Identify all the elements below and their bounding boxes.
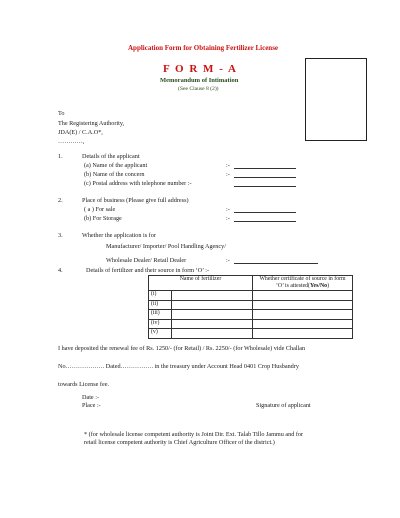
fertilizer-table [148,275,353,339]
deposit-line-3: towards License fee. [58,381,110,388]
fertilizer-name-cell[interactable] [172,319,253,329]
sale-address-sep: :- [226,206,230,213]
postal-address-field[interactable] [234,186,296,187]
row-number: (iii) [149,310,172,320]
deposit-line-2: No………………. Dated……………. in the treasury under Account Head 0401 Crop Husbandry [58,363,299,370]
sale-address-field[interactable] [234,212,296,213]
certificate-cell[interactable] [253,319,353,329]
storage-address-field[interactable] [234,221,296,222]
row-number: (iv) [149,319,172,329]
sale-address-label: ( a ) For sale [84,206,116,213]
section-4-label: Details of fertilizer and their source in form ‘O’ :- [86,267,210,274]
section-2-label: Place of business (Please give full address) [82,197,189,204]
deposit-line-1: I have deposited the renewal fee of Rs. 1250/- (for Retail) / Rs. 2250/- (for Wholesale) vide Challan [58,345,306,352]
certificate-cell[interactable] [253,291,353,301]
row-number: (v) [149,329,172,339]
section-2-number: 2. [58,197,63,204]
table-row [149,319,353,329]
application-type-option-2: Wholesale Dealer/ Retail Dealer [106,257,187,264]
fertilizer-name-cell[interactable] [172,310,253,320]
memo-heading: Memorandum of Intimation [160,77,239,84]
row-number: (i) [149,291,172,301]
footnote-line-2: retail license competent authority is Chief Agriculture Officer of the district.) [84,439,275,446]
table-row [149,300,353,310]
footnote-line-1: * (for wholesale license competent authority is Joint Dir. Ext. Talab Tillo Jammu and for [84,431,304,438]
section-3-number: 3. [58,232,63,239]
concern-name-label: (b) Name of the concern [84,171,145,178]
table-row [149,310,353,320]
row-number: (ii) [149,300,172,310]
table-row [149,329,353,339]
postal-address-label: (c) Postal address with telephone number :- [84,180,192,187]
section-4-number: 4. [58,267,63,274]
date-label: Date :- [82,394,100,401]
table-row [149,291,353,301]
signature-label: Signature of applicant [256,402,311,409]
section-3-label: Whether the application is for [82,232,156,239]
address-line-2: JDA(E) / C.A.O*, [58,129,103,136]
certificate-header-close: ) [327,282,330,289]
storage-address-sep: :- [226,215,230,222]
certificate-header-yes-no: Yes/No [310,282,328,289]
form-name: F O R M - A [163,63,238,75]
address-to: To [58,110,65,117]
applicant-name-field[interactable] [234,168,296,169]
photo-box [305,58,367,141]
clause-reference: (See Clause 8 (2)) [178,86,219,92]
section-1-number: 1. [58,153,63,160]
address-line-3: …………, [58,138,85,145]
applicant-name-sep: :- [226,162,230,169]
certificate-cell[interactable] [253,329,353,339]
application-type-option-1: Manufacturer/ Importer/ Pool Handling Agency/ [106,243,226,250]
concern-name-field[interactable] [234,177,296,178]
applicant-name-label: (a) Name of the applicant [84,162,148,169]
fertilizer-name-header: Name of fertilizer [149,276,253,291]
certificate-header-line-2: ‘O’ is attested( [275,282,310,289]
form-title: Application Form for Obtaining Fertilizer License [128,44,279,52]
place-label: Place :- [82,402,101,409]
fertilizer-name-cell[interactable] [172,300,253,310]
certificate-cell[interactable] [253,300,353,310]
fertilizer-table-header [149,276,353,291]
application-type-sep: :- [226,257,230,264]
fertilizer-name-cell[interactable] [172,291,253,301]
fertilizer-name-cell[interactable] [172,329,253,339]
concern-name-sep: :- [226,171,230,178]
certificate-header-line-1: Whether certificate of source in form [259,276,346,282]
address-line-1: The Registering Authority, [58,120,125,127]
application-type-field[interactable] [234,263,318,264]
storage-address-label: (b) For Storage [84,215,122,222]
certificate-header [253,276,353,291]
section-1-label: Details of the applicant [82,153,140,160]
certificate-cell[interactable] [253,310,353,320]
